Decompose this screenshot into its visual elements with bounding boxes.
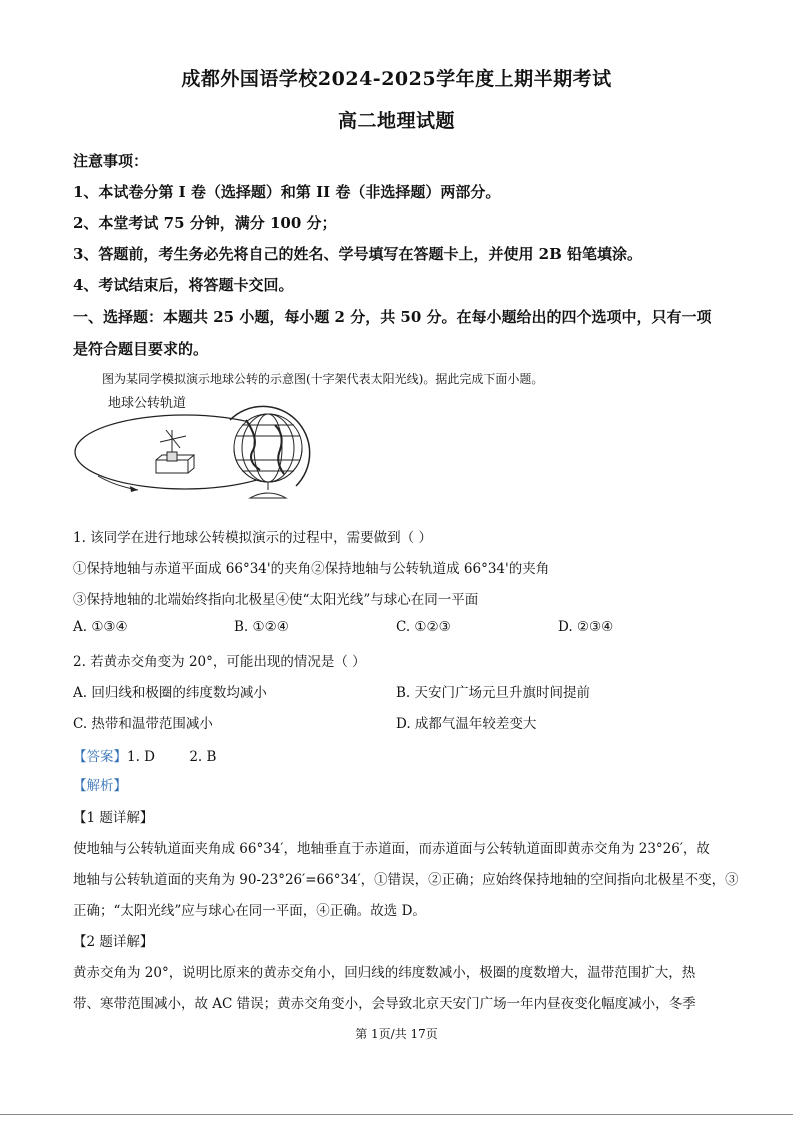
figure-label: 地球公转轨道 <box>108 396 187 411</box>
note-item-4: 4、考试结束后，将答题卡交回。 <box>73 276 294 294</box>
note-item-1: 1、本试卷分第 I 卷（选择题）和第 II 卷（非选择题）两部分。 <box>73 183 501 201</box>
page-number: 第 1页/共 17页 <box>355 1027 438 1041</box>
q1-option-d: D. ②③④ <box>558 619 614 635</box>
answer-label: 【答案】 <box>73 749 127 765</box>
exam-subtitle: 高二地理试题 <box>337 110 455 132</box>
detail1-line-2: 地轴与公转轨道面的夹角为 90-23°26′=66°34′，①错误，②正确；应始终保持地轴的空间指向北极星不变，③ <box>73 872 739 888</box>
sun-ray-cross-icon <box>156 430 194 473</box>
exam-title: 成都外国语学校2024-2025学年度上期半期考试 <box>181 68 612 90</box>
q1-option-a: A. ①③④ <box>73 619 128 635</box>
q1-option-b: B. ①②④ <box>234 619 289 635</box>
detail2-heading: 【2 题详解】 <box>73 934 154 950</box>
q1-statements-1: ①保持地轴与赤道平面成 66°34'的夹角②保持地轴与公转轨道成 66°34'的夹角 <box>73 561 550 577</box>
orbit-drawing <box>70 390 315 510</box>
detail1-heading: 【1 题详解】 <box>73 810 154 826</box>
answer-text: 1. D 2. B <box>127 749 217 765</box>
page-bottom-divider <box>0 1114 793 1115</box>
q1-statements-2: ③保持地轴的北端始终指向北极星④使“太阳光线”与球心在同一平面 <box>73 592 479 608</box>
q2-option-c: C. 热带和温带范围减小 <box>73 716 213 732</box>
q2-option-d: D. 成都气温年较差变大 <box>396 716 537 732</box>
notes-heading: 注意事项： <box>73 152 149 170</box>
q2-option-a: A. 回归线和极圈的纬度数均减小 <box>73 685 267 701</box>
answer-line <box>73 745 216 765</box>
section-heading-line1: 一、选择题：本题共 25 小题，每小题 2 分，共 50 分。在每小题给出的四个选项中，只有一项 <box>73 308 712 326</box>
analysis-label: 【解析】 <box>73 778 127 794</box>
detail1-line-1: 使地轴与公转轨道面夹角成 66°34′，地轴垂直于赤道面，而赤道面与公转轨道面即黄赤交角为 23°26′，故 <box>73 841 710 857</box>
orbit-arrowhead <box>130 486 138 492</box>
q1-option-c: C. ①②③ <box>396 619 451 635</box>
detail2-line-1: 黄赤交角为 20°，说明比原来的黄赤交角小，回归线的纬度数减小，极圈的度数增大，温带范围扩大，热 <box>73 965 696 981</box>
detail1-line-3: 正确；“太阳光线”应与球心在同一平面，④正确。故选 D。 <box>73 903 426 919</box>
note-item-3: 3、答题前，考生务必先将自己的姓名、学号填写在答题卡上，并使用 2B 铅笔填涂。 <box>73 245 643 263</box>
orbit-figure <box>70 390 315 510</box>
detail2-line-2: 带、寒带范围减小，故 AC 错误；黄赤交角变小，会导致北京天安门广场一年内昼夜变化幅度减小，冬季 <box>73 996 696 1012</box>
passage-intro: 图为某同学模拟演示地球公转的示意图(十字架代表太阳光线)。据此完成下面小题。 <box>102 372 544 386</box>
q2-option-b: B. 天安门广场元旦升旗时间提前 <box>396 685 591 701</box>
section-heading-line2: 是符合题目要求的。 <box>73 340 209 358</box>
q2-stem: 2. 若黄赤交角变为 20°，可能出现的情况是（ ） <box>73 654 366 670</box>
q1-stem: 1. 该同学在进行地球公转模拟演示的过程中，需要做到（ ） <box>73 530 432 546</box>
note-item-2: 2、本堂考试 75 分钟，满分 100 分； <box>73 214 337 232</box>
